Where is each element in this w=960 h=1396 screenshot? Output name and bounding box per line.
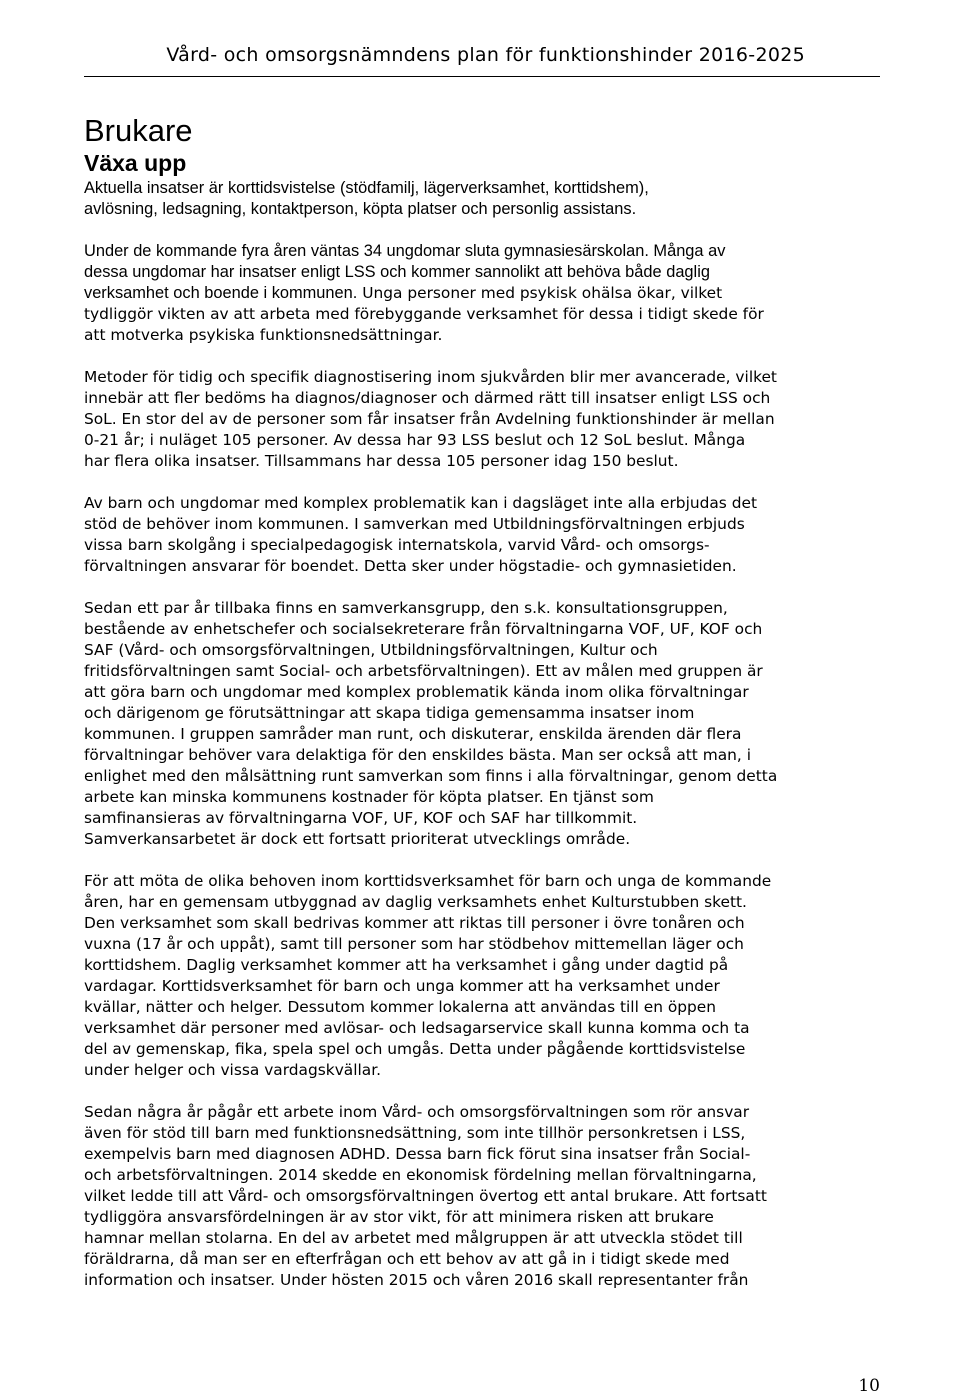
page-header-title: Vård- och omsorgsnämndens plan för funktionshinder 2016-2025 <box>166 44 805 66</box>
text-line: förvaltningen ansvarar för boendet. Detta sker under högstadie- och gymnasietiden. <box>84 557 737 575</box>
text-line: Sedan några år pågår ett arbete inom Vård- och omsorgsförvaltningen som rör ansvar <box>84 1103 750 1121</box>
text-line: stöd de behöver inom kommunen. I samverkan med Utbildningsförvaltningen erbjuds <box>84 515 745 533</box>
text-line: Av barn och ungdomar med komplex problematik kan i dagsläget inte alla erbjudas det <box>84 494 757 512</box>
text-line: samfinansieras av förvaltningarna VOF, UF, KOF och SAF har tillkommit. <box>84 809 638 827</box>
text-line: verksamhet och boende i kommunen. <box>84 284 358 302</box>
text-line: kvällar, nätter och helger. Dessutom kommer lokalerna att användas till en öppen <box>84 998 717 1016</box>
text-line: Den verksamhet som skall bedrivas kommer att riktas till personer i övre tonåren och <box>84 914 745 932</box>
text-line: Unga personer med psykisk ohälsa ökar, vilket <box>357 284 723 302</box>
paragraph-kulturstubben <box>84 871 884 1081</box>
page-number: 10 <box>858 1376 880 1396</box>
text-line: Samverkansarbetet är dock ett fortsatt prioriterat utvecklings område. <box>84 830 631 848</box>
section-heading: Brukare <box>84 113 193 148</box>
text-line: vardagar. Korttidsverksamhet för barn och unga kommer att ha verksamhet under <box>84 977 720 995</box>
subsection-heading: Växa upp <box>84 150 187 176</box>
text-line: och därigenom ge förutsättningar att skapa tidiga gemensamma insatser inom <box>84 704 695 722</box>
text-line: även för stöd till barn med funktionsnedsättning, som inte tillhör personkretsen i LSS, <box>84 1124 746 1142</box>
text-line: vuxna (17 år och uppåt), samt till personer som har stödbehov mittemellan läger och <box>84 935 744 953</box>
paragraph-upcoming-youth <box>84 241 884 346</box>
text-line: 0-21 år; i nuläget 105 personer. Av dessa har 93 LSS beslut och 12 SoL beslut. Många <box>84 431 746 449</box>
text-line: bestående av enhetschefer och socialsekreterare från förvaltningarna VOF, UF, KOF och <box>84 620 763 638</box>
text-line: avlösning, ledsagning, kontaktperson, köpta platser och personlig assistans. <box>84 200 637 218</box>
text-line: tydliggör vikten av att arbeta med förebyggande verksamhet för dessa i tidigt skede för <box>84 305 764 323</box>
text-line: enlighet med den målsättning runt samverkan som finns i alla förvaltningar, genom detta <box>84 767 778 785</box>
text-line: Under de kommande fyra åren väntas 34 ungdomar sluta gymnasiesärskolan. Många av <box>84 242 726 260</box>
paragraph-adhd-support <box>84 1102 884 1291</box>
text-line: vilket ledde till att Vård- och omsorgsförvaltningen övertog ett antal brukare. Att fortsatt <box>84 1187 767 1205</box>
text-line: under helger och vissa vardagskvällar. <box>84 1061 382 1079</box>
text-line: hamnar mellan stolarna. En del av arbetet med målgruppen är att utveckla stödet till <box>84 1229 743 1247</box>
text-line: tydliggöra ansvarsfördelningen är av stor vikt, för att minimera risken att brukare <box>84 1208 714 1226</box>
text-line: exempelvis barn med diagnosen ADHD. Dessa barn fick förut sina insatser från Social- <box>84 1145 751 1163</box>
paragraph-complex-problems <box>84 493 884 577</box>
text-line: Sedan ett par år tillbaka finns en samverkansgrupp, den s.k. konsultationsgruppen, <box>84 599 728 617</box>
text-line: dessa ungdomar har insatser enligt LSS och kommer sannolikt att behöva både daglig <box>84 263 710 281</box>
text-line: åren, har en gemensam utbyggnad av daglig verksamhets enhet Kulturstubben skett. <box>84 893 747 911</box>
text-line: Metoder för tidig och specifik diagnostisering inom sjukvården blir mer avancerade, vilket <box>84 368 777 386</box>
text-line: kommunen. I gruppen samråder man runt, och diskuterar, enskilda ärenden där flera <box>84 725 742 743</box>
text-line: information och insatser. Under hösten 2015 och våren 2016 skall representanter från <box>84 1271 749 1289</box>
text-line: verksamhet där personer med avlösar- och ledsagarservice skall kunna komma och ta <box>84 1019 750 1037</box>
text-line: innebär att fler bedöms ha diagnos/diagnoser och därmed rätt till insatser enligt LSS och <box>84 389 771 407</box>
text-line: SAF (Vård- och omsorgsförvaltningen, Utbildningsförvaltningen, Kultur och <box>84 641 658 659</box>
text-line: Aktuella insatser är korttidsvistelse (stödfamilj, lägerverksamhet, korttidshem), <box>84 179 649 197</box>
text-line: att motverka psykiska funktionsnedsättningar. <box>84 326 443 344</box>
text-line: korttidshem. Daglig verksamhet kommer att ha verksamhet i gång under dagtid på <box>84 956 729 974</box>
header-divider <box>84 76 880 77</box>
text-line: För att möta de olika behoven inom korttidsverksamhet för barn och unga de kommande <box>84 872 772 890</box>
text-line: förvaltningar behöver vara delaktiga för den enskildes bästa. Man ser också att man, i <box>84 746 751 764</box>
text-line: del av gemenskap, fika, spela spel och umgås. Detta under pågående korttidsvistelse <box>84 1040 746 1058</box>
text-line: föräldrarna, då man ser en efterfrågan och ett behov av att gå in i tidigt skede med <box>84 1250 730 1268</box>
paragraph-current-services <box>84 178 884 220</box>
paragraph-consultation-group <box>84 598 884 850</box>
text-line: arbete kan minska kommunens kostnader för köpta platser. En tjänst som <box>84 788 654 806</box>
text-line: vissa barn skolgång i specialpedagogisk internatskola, varvid Vård- och omsorgs- <box>84 536 710 554</box>
paragraph-diagnostics <box>84 367 884 472</box>
text-line: har flera olika insatser. Tillsammans har dessa 105 personer idag 150 beslut. <box>84 452 679 470</box>
text-line: och arbetsförvaltningen. 2014 skedde en ekonomisk fördelning mellan förvaltningarna, <box>84 1166 757 1184</box>
document-body <box>84 112 884 1291</box>
text-line: att göra barn och ungdomar med komplex problematik kända inom olika förvaltningar <box>84 683 749 701</box>
text-line: fritidsförvaltningen samt Social- och arbetsförvaltningen). Ett av målen med gruppen är <box>84 662 763 680</box>
text-line: SoL. En stor del av de personer som får insatser från Avdelning funktionshinder är mellan <box>84 410 775 428</box>
